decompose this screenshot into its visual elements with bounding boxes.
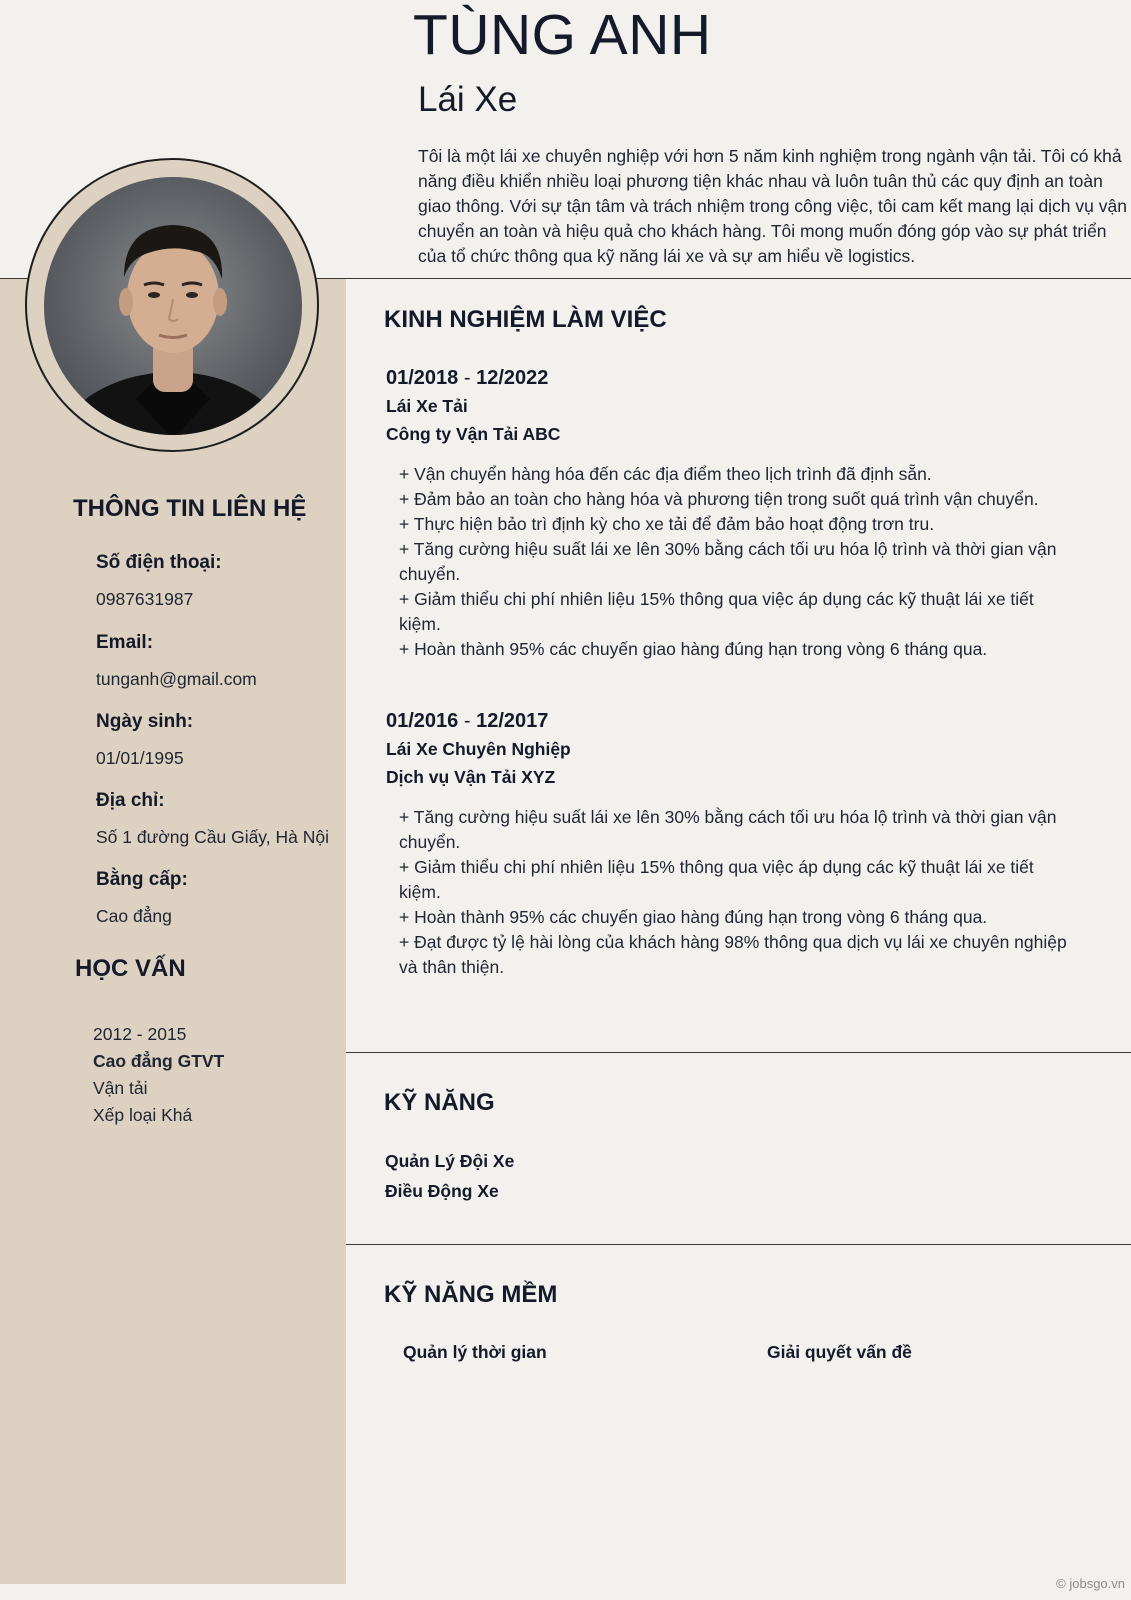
skill-item: Quản Lý Đội Xe bbox=[385, 1151, 515, 1171]
education-entry bbox=[93, 1021, 224, 1129]
phone-value: 0987631987 bbox=[96, 589, 194, 609]
bullet: + Đạt được tỷ lệ hài lòng của khách hàng 98% thông qua dịch vụ lái xe chuyên nghiệp và thân thiện. bbox=[399, 932, 1067, 977]
degree-value: Cao đẳng bbox=[96, 906, 172, 926]
soft-skills-section-title: KỸ NĂNG MỀM bbox=[384, 1281, 558, 1308]
dob-value: 01/01/1995 bbox=[96, 748, 184, 768]
experience-1-start: 01/2018 bbox=[386, 367, 459, 389]
bullet: + Tăng cường hiệu suất lái xe lên 30% bằng cách tối ưu hóa lộ trình và thời gian vận chuyển. bbox=[399, 539, 1057, 584]
phone-label: Số điện thoại: bbox=[96, 552, 222, 573]
bullet: + Giảm thiểu chi phí nhiên liệu 15% thông qua việc áp dụng các kỹ thuật lái xe tiết kiệm. bbox=[399, 857, 1034, 902]
candidate-name: TÙNG ANH bbox=[413, 3, 712, 67]
experience-1-position: Lái Xe Tải bbox=[386, 396, 468, 416]
education-section-title: HỌC VẤN bbox=[75, 955, 186, 982]
bullet: + Tăng cường hiệu suất lái xe lên 30% bằng cách tối ưu hóa lộ trình và thời gian vận chuyển. bbox=[399, 807, 1057, 852]
degree-label: Bằng cấp: bbox=[96, 869, 188, 890]
experience-divider bbox=[346, 1052, 1131, 1053]
soft-skill-item: Giải quyết vấn đề bbox=[767, 1342, 912, 1362]
experience-2-end: 12/2017 bbox=[476, 710, 549, 732]
profile-summary: Tôi là một lái xe chuyên nghiệp với hơn 5 năm kinh nghiệm trong ngành vận tải. Tôi có khả năng điều khiển nhiều loại phương tiện khác nhau và luôn tuân thủ các quy định an toàn giao thông. Với sự tận tâm và trách nhiệm trong công việc, tôi cam kết mang lại dịch vụ vận chuyển an toàn và hiệu quả cho khách hàng. Tôi mong muốn đóng góp vào sự phát triển của tổ chức thông qua kỹ năng lái xe và sự am hiểu về logistics. bbox=[418, 146, 1127, 266]
education-school: Cao đẳng GTVT bbox=[93, 1051, 225, 1071]
experience-2-company: Dịch vụ Vận Tải XYZ bbox=[386, 767, 556, 787]
job-title: Lái Xe bbox=[418, 80, 518, 119]
education-grade: Xếp loại Khá bbox=[93, 1105, 193, 1125]
experience-1-company: Công ty Vận Tải ABC bbox=[386, 424, 561, 444]
bullet: + Hoàn thành 95% các chuyến giao hàng đúng hạn trong vòng 6 tháng qua. bbox=[399, 639, 988, 659]
bullet: + Vận chuyển hàng hóa đến các địa điểm theo lịch trình đã định sẵn. bbox=[399, 464, 932, 484]
education-major: Vận tải bbox=[93, 1078, 148, 1098]
experience-section-title: KINH NGHIỆM LÀM VIỆC bbox=[384, 306, 667, 333]
email-value: tunganh@gmail.com bbox=[96, 669, 257, 689]
skill-item: Điều Động Xe bbox=[385, 1181, 499, 1201]
skills-divider bbox=[346, 1244, 1131, 1245]
avatar bbox=[44, 177, 302, 435]
contact-section-title: THÔNG TIN LIÊN HỆ bbox=[73, 495, 307, 522]
experience-1-dates bbox=[386, 367, 548, 390]
soft-skill-item: Quản lý thời gian bbox=[403, 1342, 547, 1362]
experience-2-separator: - bbox=[463, 710, 471, 732]
experience-2-dates bbox=[386, 710, 548, 733]
experience-1-bullets bbox=[399, 462, 1074, 662]
skills-section-title: KỸ NĂNG bbox=[384, 1089, 495, 1116]
experience-1-end: 12/2022 bbox=[476, 367, 549, 389]
experience-2-position: Lái Xe Chuyên Nghiệp bbox=[386, 739, 571, 759]
address-value: Số 1 đường Cầu Giấy, Hà Nội bbox=[96, 827, 329, 847]
bullet: + Hoàn thành 95% các chuyến giao hàng đúng hạn trong vòng 6 tháng qua. bbox=[399, 907, 988, 927]
dob-label: Ngày sinh: bbox=[96, 711, 194, 732]
email-label: Email: bbox=[96, 632, 154, 653]
experience-2-start: 01/2016 bbox=[386, 710, 459, 732]
bullet: + Giảm thiểu chi phí nhiên liệu 15% thông qua việc áp dụng các kỹ thuật lái xe tiết kiệm. bbox=[399, 589, 1034, 634]
experience-1-separator: - bbox=[463, 367, 471, 389]
education-period: 2012 - 2015 bbox=[93, 1024, 187, 1044]
bullet: + Thực hiện bảo trì định kỳ cho xe tải để đảm bảo hoạt động trơn tru. bbox=[399, 514, 935, 534]
bullet: + Đảm bảo an toàn cho hàng hóa và phương tiện trong suốt quá trình vận chuyển. bbox=[399, 489, 1039, 509]
address-label: Địa chỉ: bbox=[96, 790, 165, 811]
experience-2-bullets bbox=[399, 805, 1074, 980]
footer-credit: © jobsgo.vn bbox=[1056, 1576, 1125, 1591]
sidebar-panel bbox=[0, 278, 346, 1584]
